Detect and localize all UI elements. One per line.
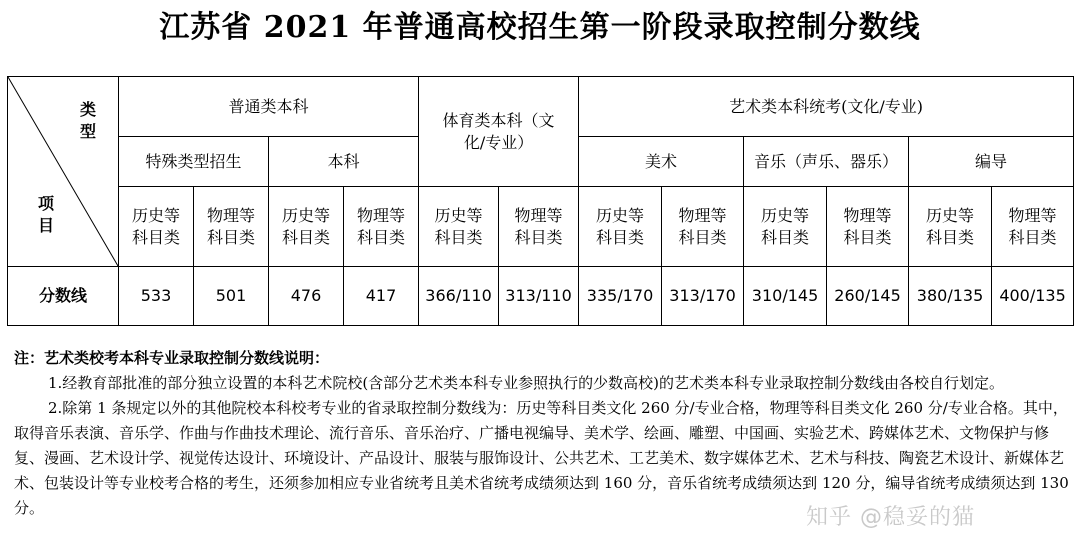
subject-physics: 物理等科目类 [992,187,1074,267]
score-cell: 400/135 [992,267,1074,326]
score-table [7,76,1074,326]
score-cell: 533 [119,267,194,326]
group-sports-label: 体育类本科（文化/专业） [442,110,555,152]
notes-item-1: 1.经教育部批准的部分独立设置的本科艺术院校(含部分艺术类本科专业参照执行的少数高校)的艺术类本科专业录取控制分数线由各校自行划定。 [48,374,1005,392]
subject-history: 历史等科目类 [909,187,992,267]
notes-item-2: 2.除第 1 条规定以外的其他院校本科校考专业的省录取控制分数线为：历史等科目类文化 260 分/专业合格，物理等科目类文化 260 分/专业合格。其中，取得音乐表演、音乐学、作曲与作曲技术理论、流行音乐、音乐治疗、广播电视编导、美术学、绘画、雕塑、中国画、实验艺术、跨媒体艺术、文物保护与修复、漫画、艺术设计学、视觉传达设计、环境设计、产品设计、服装与服饰设计、公共艺术、工艺美术、数字媒体艺术、艺术与科技、陶瓷艺术设计、新媒体艺术、包装设计等专业校考合格的考生，还须参加相应专业省统考且美术省统考成绩须达到 160 分，音乐省统考成绩须达到 120 分，编导省统考成绩须达到 130 分。 [14,399,1069,517]
group-general: 普通类本科 [119,77,419,137]
subgroup-fine-arts: 美术 [579,137,744,187]
diagonal-line [8,77,118,266]
score-cell: 313/170 [662,267,744,326]
score-cell: 366/110 [419,267,499,326]
score-cell: 380/135 [909,267,992,326]
score-cell: 310/145 [744,267,827,326]
notes-section [14,346,1072,521]
subject-physics: 物理等科目类 [194,187,269,267]
subject-physics: 物理等科目类 [344,187,419,267]
score-cell: 501 [194,267,269,326]
subgroup-special: 特殊类型招生 [119,137,269,187]
subgroup-undergrad: 本科 [269,137,419,187]
subject-physics: 物理等科目类 [499,187,579,267]
score-cell: 313/110 [499,267,579,326]
subject-history: 历史等科目类 [269,187,344,267]
corner-cell [8,77,119,267]
watermark: 知乎 @稳妥的猫 [806,505,975,530]
group-sports [419,77,579,187]
corner-item-label: 项目 [37,194,54,235]
corner-type-label: 类型 [79,100,96,141]
group-arts: 艺术类本科统考(文化/专业) [579,77,1074,137]
score-cell: 476 [269,267,344,326]
score-row [8,267,1074,326]
subject-physics: 物理等科目类 [827,187,909,267]
header-row-subjects [8,187,1074,267]
subject-history: 历史等科目类 [419,187,499,267]
score-cell: 260/145 [827,267,909,326]
score-cell: 417 [344,267,419,326]
header-row-groups [8,77,1074,137]
subject-physics: 物理等科目类 [662,187,744,267]
page-title: 江苏省 2021 年普通高校招生第一阶段录取控制分数线 [159,10,921,45]
subject-history: 历史等科目类 [744,187,827,267]
subject-history: 历史等科目类 [119,187,194,267]
subgroup-directing: 编导 [909,137,1074,187]
row-label: 分数线 [8,267,119,326]
subgroup-music: 音乐（声乐、器乐） [744,137,909,187]
score-cell: 335/170 [579,267,662,326]
notes-heading: 注：艺术类校考本科专业录取控制分数线说明： [14,349,330,367]
subject-history: 历史等科目类 [579,187,662,267]
